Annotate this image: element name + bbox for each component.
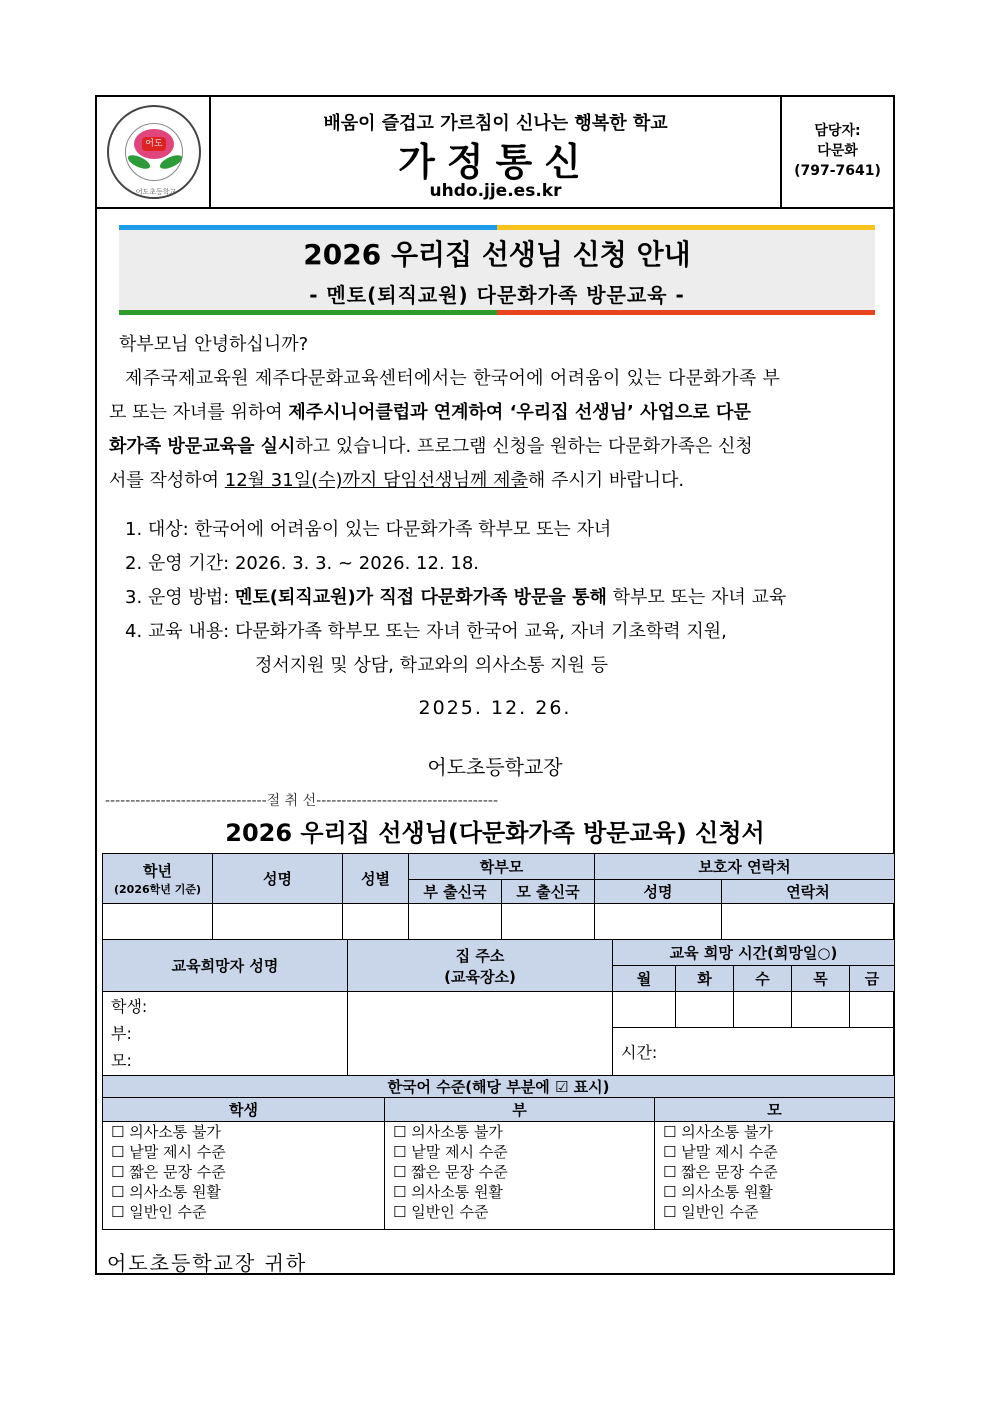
day-tue: 화 (676, 966, 734, 992)
guardian-header: 보호자 연락처 (595, 854, 895, 880)
level-option[interactable]: ☐ 의사소통 원활 (663, 1183, 773, 1201)
level-option[interactable]: ☐ 짧은 문장 수준 (663, 1163, 778, 1181)
school-logo (107, 105, 201, 199)
notice-frame (95, 95, 895, 1275)
cut-line: --------------------------------절 취 선------------------------------------ (105, 793, 499, 809)
applicant-names[interactable]: 학생: 부: 모: (103, 992, 348, 1076)
logo-badge: 어도 (142, 137, 166, 151)
day-fri: 금 (850, 966, 895, 992)
level-option[interactable]: ☐ 낱말 제시 수준 (393, 1143, 508, 1161)
title-banner (119, 225, 875, 315)
contact-box (782, 121, 893, 181)
page-title: 가정통신 (398, 140, 593, 184)
applicant-table (102, 853, 895, 940)
mon-check[interactable] (613, 992, 676, 1028)
guardian-name-header: 성명 (595, 880, 722, 904)
mother-country-header: 모 출신국 (502, 880, 595, 904)
applicant-header: 교육희망자 성명 (103, 940, 348, 992)
level-option[interactable]: ☐ 낱말 제시 수준 (663, 1143, 778, 1161)
para-line-1: 제주국제교육원 제주다문화교육센터에서는 한국어에 어려움이 있는 다문화가족 부 (125, 368, 781, 389)
name-input[interactable] (213, 904, 343, 940)
father-country-input[interactable] (409, 904, 502, 940)
time-input[interactable]: 시간: (613, 1028, 895, 1076)
form-closing: 어도초등학교장 귀하 (107, 1251, 308, 1275)
father-country-header: 부 출신국 (409, 880, 502, 904)
list-item: 2. 운영 기간: 2026. 3. 3. ~ 2026. 12. 18. (125, 553, 480, 574)
fri-check[interactable] (850, 992, 895, 1028)
slogan: 배움이 즐겁고 가르침이 신나는 행복한 학교 (323, 113, 668, 134)
gender-header: 성별 (343, 854, 409, 904)
thu-check[interactable] (792, 992, 850, 1028)
level-option[interactable]: ☐ 의사소통 불가 (663, 1123, 773, 1141)
korean-level-header: 한국어 수준(해당 부분에 ☑ 표시) (103, 1076, 895, 1098)
contact-dept: 다문화 (817, 143, 858, 159)
level-option[interactable]: ☐ 일반인 수준 (393, 1203, 489, 1221)
col-student: 학생 (103, 1098, 385, 1122)
address-input[interactable] (348, 992, 613, 1076)
level-option[interactable]: ☐ 짧은 문장 수준 (393, 1163, 508, 1181)
father-levels[interactable] (385, 1122, 655, 1230)
level-option[interactable]: ☐ 의사소통 불가 (393, 1123, 503, 1141)
banner-subtitle: - 멘토(퇴직교원) 다문화가족 방문교육 - (309, 283, 685, 307)
form-title: 2026 우리집 선생님(다문화가족 방문교육) 신청서 (225, 819, 765, 847)
day-wed: 수 (734, 966, 792, 992)
guardian-name-input[interactable] (595, 904, 722, 940)
wed-check[interactable] (734, 992, 792, 1028)
list-item: 4. 교육 내용: 다문화가족 학부모 또는 자녀 한국어 교육, 자녀 기초학력 지원, (125, 621, 727, 642)
level-option[interactable]: ☐ 낱말 제시 수준 (111, 1143, 226, 1161)
greeting: 학부모님 안녕하십니까? (119, 334, 309, 355)
mother-levels[interactable] (655, 1122, 895, 1230)
parents-header: 학부모 (409, 854, 595, 880)
mother-country-input[interactable] (502, 904, 595, 940)
header (97, 97, 893, 209)
list-item-cont: 정서지원 및 상담, 학교와의 의사소통 지원 등 (255, 655, 609, 676)
guardian-contact-header: 연락처 (722, 880, 895, 904)
gender-input[interactable] (343, 904, 409, 940)
student-levels[interactable] (103, 1122, 385, 1230)
col-mother: 모 (655, 1098, 895, 1122)
para-line-4: 서를 작성하여 12월 31일(수)까지 담임선생님께 제출해 주시기 바랍니다. (109, 470, 685, 491)
guardian-contact-input[interactable] (722, 904, 895, 940)
list-item: 1. 대상: 한국어에 어려움이 있는 다문화가족 학부모 또는 자녀 (125, 519, 612, 540)
name-header: 성명 (213, 854, 343, 904)
contact-phone: (797-7641) (794, 163, 881, 179)
hope-time-header: 교육 희망 시간(희망일○) (613, 940, 895, 966)
level-option[interactable]: ☐ 의사소통 원활 (111, 1183, 221, 1201)
level-option[interactable]: ☐ 의사소통 원활 (393, 1183, 503, 1201)
schedule-table (102, 939, 895, 1076)
school-url[interactable]: uhdo.jje.es.kr (429, 181, 562, 201)
para-line-2: 모 또는 자녀를 위하여 제주시니어클럽과 연계하여 ‘우리집 선생님’ 사업으로 다문 (109, 402, 751, 423)
principal-signature: 어도초등학교장 (427, 755, 563, 779)
address-header: 집 주소 (교육장소) (348, 940, 613, 992)
contact-label: 담당자: (814, 123, 861, 139)
banner-title: 2026 우리집 선생님 신청 안내 (303, 238, 691, 271)
para-line-3: 화가족 방문교육을 실시하고 있습니다. 프로그램 신청을 원하는 다문화가족은 신청 (109, 436, 753, 457)
level-option[interactable]: ☐ 일반인 수준 (111, 1203, 207, 1221)
day-thu: 목 (792, 966, 850, 992)
level-option[interactable]: ☐ 짧은 문장 수준 (111, 1163, 226, 1181)
grade-header: 학년 (2026학년 기준) (103, 854, 213, 904)
logo-ring-text: 어도초등학교 (135, 188, 177, 196)
korean-level-table (102, 1075, 895, 1230)
level-option[interactable]: ☐ 의사소통 불가 (111, 1123, 221, 1141)
tue-check[interactable] (676, 992, 734, 1028)
grade-input[interactable] (103, 904, 213, 940)
issue-date: 2025. 12. 26. (418, 697, 572, 719)
day-mon: 월 (613, 966, 676, 992)
col-father: 부 (385, 1098, 655, 1122)
level-option[interactable]: ☐ 일반인 수준 (663, 1203, 759, 1221)
list-item: 3. 운영 방법: 멘토(퇴직교원)가 직접 다문화가족 방문을 통해 학부모 또는 자녀 교육 (125, 587, 787, 608)
